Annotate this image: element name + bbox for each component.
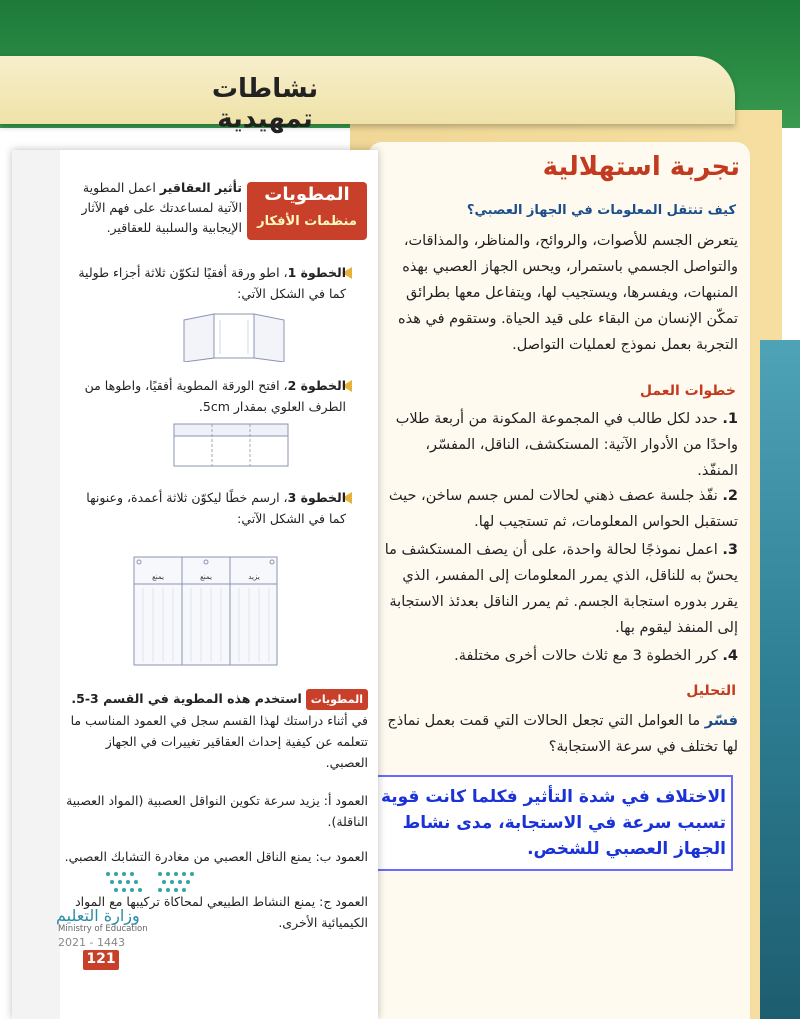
table-column-2-label: يمنع [200,573,212,581]
analysis-lead: فسّر [704,713,738,729]
experiment-step-3 [382,537,738,641]
ministry-name-arabic: وزارة التعليم [56,906,140,925]
table-column-1-label: يزيد [248,573,260,581]
step-text: نفّذ جلسة عصف ذهني لحالات لمس جسم ساخن، حيث تستقبل الحواس المعلومات، ثم تستجيب لها. [388,488,738,530]
analysis-question [382,708,738,760]
step-number: 3. [722,542,738,558]
analysis-heading: التحليل [686,683,736,699]
foldables-badge-title: المطويات [264,184,350,205]
experiment-intro: يتعرض الجسم للأصوات، والروائح، والمناظر، والمذاقات، والتواصل الجسمي باستمرار، ويحس الجهاز العصبي بهذه المنبهات، ويفسرها، ويستجيب لها، ويتفاعل معها بطرائق تمكّن الإنسان من البقاء على قيد الحياة. وستقوم في هذه التجربة بعمل نموذج لعمليات التواصل. [398,233,738,353]
experiment-step-4 [382,643,738,669]
fold-step-3-table-illustration [133,556,278,666]
foldables-step-label: الخطوة 3 [287,490,346,505]
column-b-description: العمود ب: يمنع الناقل العصبي من مغادرة التشابك العصبي. [64,849,368,864]
foldables-step-1: الخطوة 1، اطو ورقة أفقيًا لتكوّن ثلاثة أجزاء طولية كما في الشكل الآتي: [78,265,346,301]
foldables-intro-lead: تأثير العقاقير [159,180,242,195]
ministry-name-english: Ministry of Education [58,924,148,934]
table-column-3-label: يمنع [152,573,164,581]
foldables-intro-text: اعمل المطوية الآتية لمساعدتك على فهم الآثار الإيجابية والسلبية للعقاقير. [81,180,242,235]
column-a-description: العمود أ: يزيد سرعة تكوين النواقل العصبية (المواد العصبية الناقلة). [66,793,368,829]
analysis-text: ما العوامل التي تجعل الحالات التي قمت بعمل نماذج لها تختلف في سرعة الاستجابة؟ [387,713,738,755]
experiment-step-1 [382,406,738,484]
foldables-intro [70,178,242,238]
answer-text: الاختلاف في شدة التأثير فكلما كانت قوية تسبب سرعة في الاستجابة، مدى نشاط الجهاز العصبي للشخص. [380,787,726,859]
header-strip [0,56,735,124]
steps-heading: خطوات العمل [639,383,736,399]
step-number: 1. [722,411,738,427]
step-text: حدد لكل طالب في المجموعة المكونة من أربعة طلاب واحدًا من الأدوار الآتية: المستكشف، الناقل، المفسّر، المنفّذ. [395,411,738,479]
step-number: 2. [722,488,738,504]
page-number: 121 [86,951,116,967]
experiment-question: كيف تنتقل المعلومات في الجهاز العصبي؟ [466,203,736,218]
step-number: 4. [722,648,738,664]
section-title: نشاطات تمهيدية [211,74,319,134]
fold-step-1-illustration [180,310,288,362]
foldables-use-text: في أثناء دراستك لهذا القسم سجل في العمود المناسب ما تتعلمه عن كيفية إحداث العقاقير تغييرات في الجهاز العصبي. [70,713,368,770]
foldables-step-text: افتح الورقة المطوية أفقيًا، واطوها من الطرف العلوي بمقدار 5cm. [84,378,346,414]
foldables-step-label: الخطوة 2 [287,378,346,393]
experiment-step-2 [382,483,738,535]
foldables-step-2: الخطوة 2، افتح الورقة المطوية أفقيًا، واطوها من الطرف العلوي بمقدار 5cm. [84,378,346,414]
experiment-title: تجربة استهلالية [542,152,740,182]
foldables-badge-subtitle: منظمات الأفكار [257,214,357,229]
foldables-step-label: الخطوة 1 [287,265,346,280]
ministry-year: 2021 - 1443 [58,936,125,949]
fold-step-2-illustration [172,418,290,470]
foldables-use-lead: استخدم هذه المطوية في القسم 3-5. [71,691,302,706]
column-c-description: العمود ج: يمنع النشاط الطبيعي لمحاكاة تركيبها مع المواد الكيميائية الأخرى. [75,894,368,930]
foldables-margin [12,150,60,1019]
ministry-logo-icon [100,866,200,896]
foldables-use-badge: المطويات [306,689,368,710]
step-text: اعمل نموذجًا لحالة واحدة، على أن يصف المستكشف ما يحسّ به للناقل، الذي يمرر المعلومات إلى المفسر، الذي يقرر بدوره استجابة الجسم. ثم يمرر الناقل بعدئذ الاستجابة إلى المنفذ ليقوم بها. [384,542,738,636]
foldables-step-3: الخطوة 3، ارسم خطًا ليكوّن ثلاثة أعمدة، وعنونها كما في الشكل الآتي: [86,490,346,526]
foldables-step-text: ارسم خطًا ليكوّن ثلاثة أعمدة، وعنونها كما في الشكل الآتي: [86,490,346,526]
step-text: كرر الخطوة 3 مع ثلاث حالات أخرى مختلفة. [454,648,718,664]
foldables-step-text: اطو ورقة أفقيًا لتكوّن ثلاثة أجزاء طولية كما في الشكل الآتي: [78,265,346,301]
side-photo-strip [760,340,800,1019]
foldables-use-instructions [62,688,368,773]
